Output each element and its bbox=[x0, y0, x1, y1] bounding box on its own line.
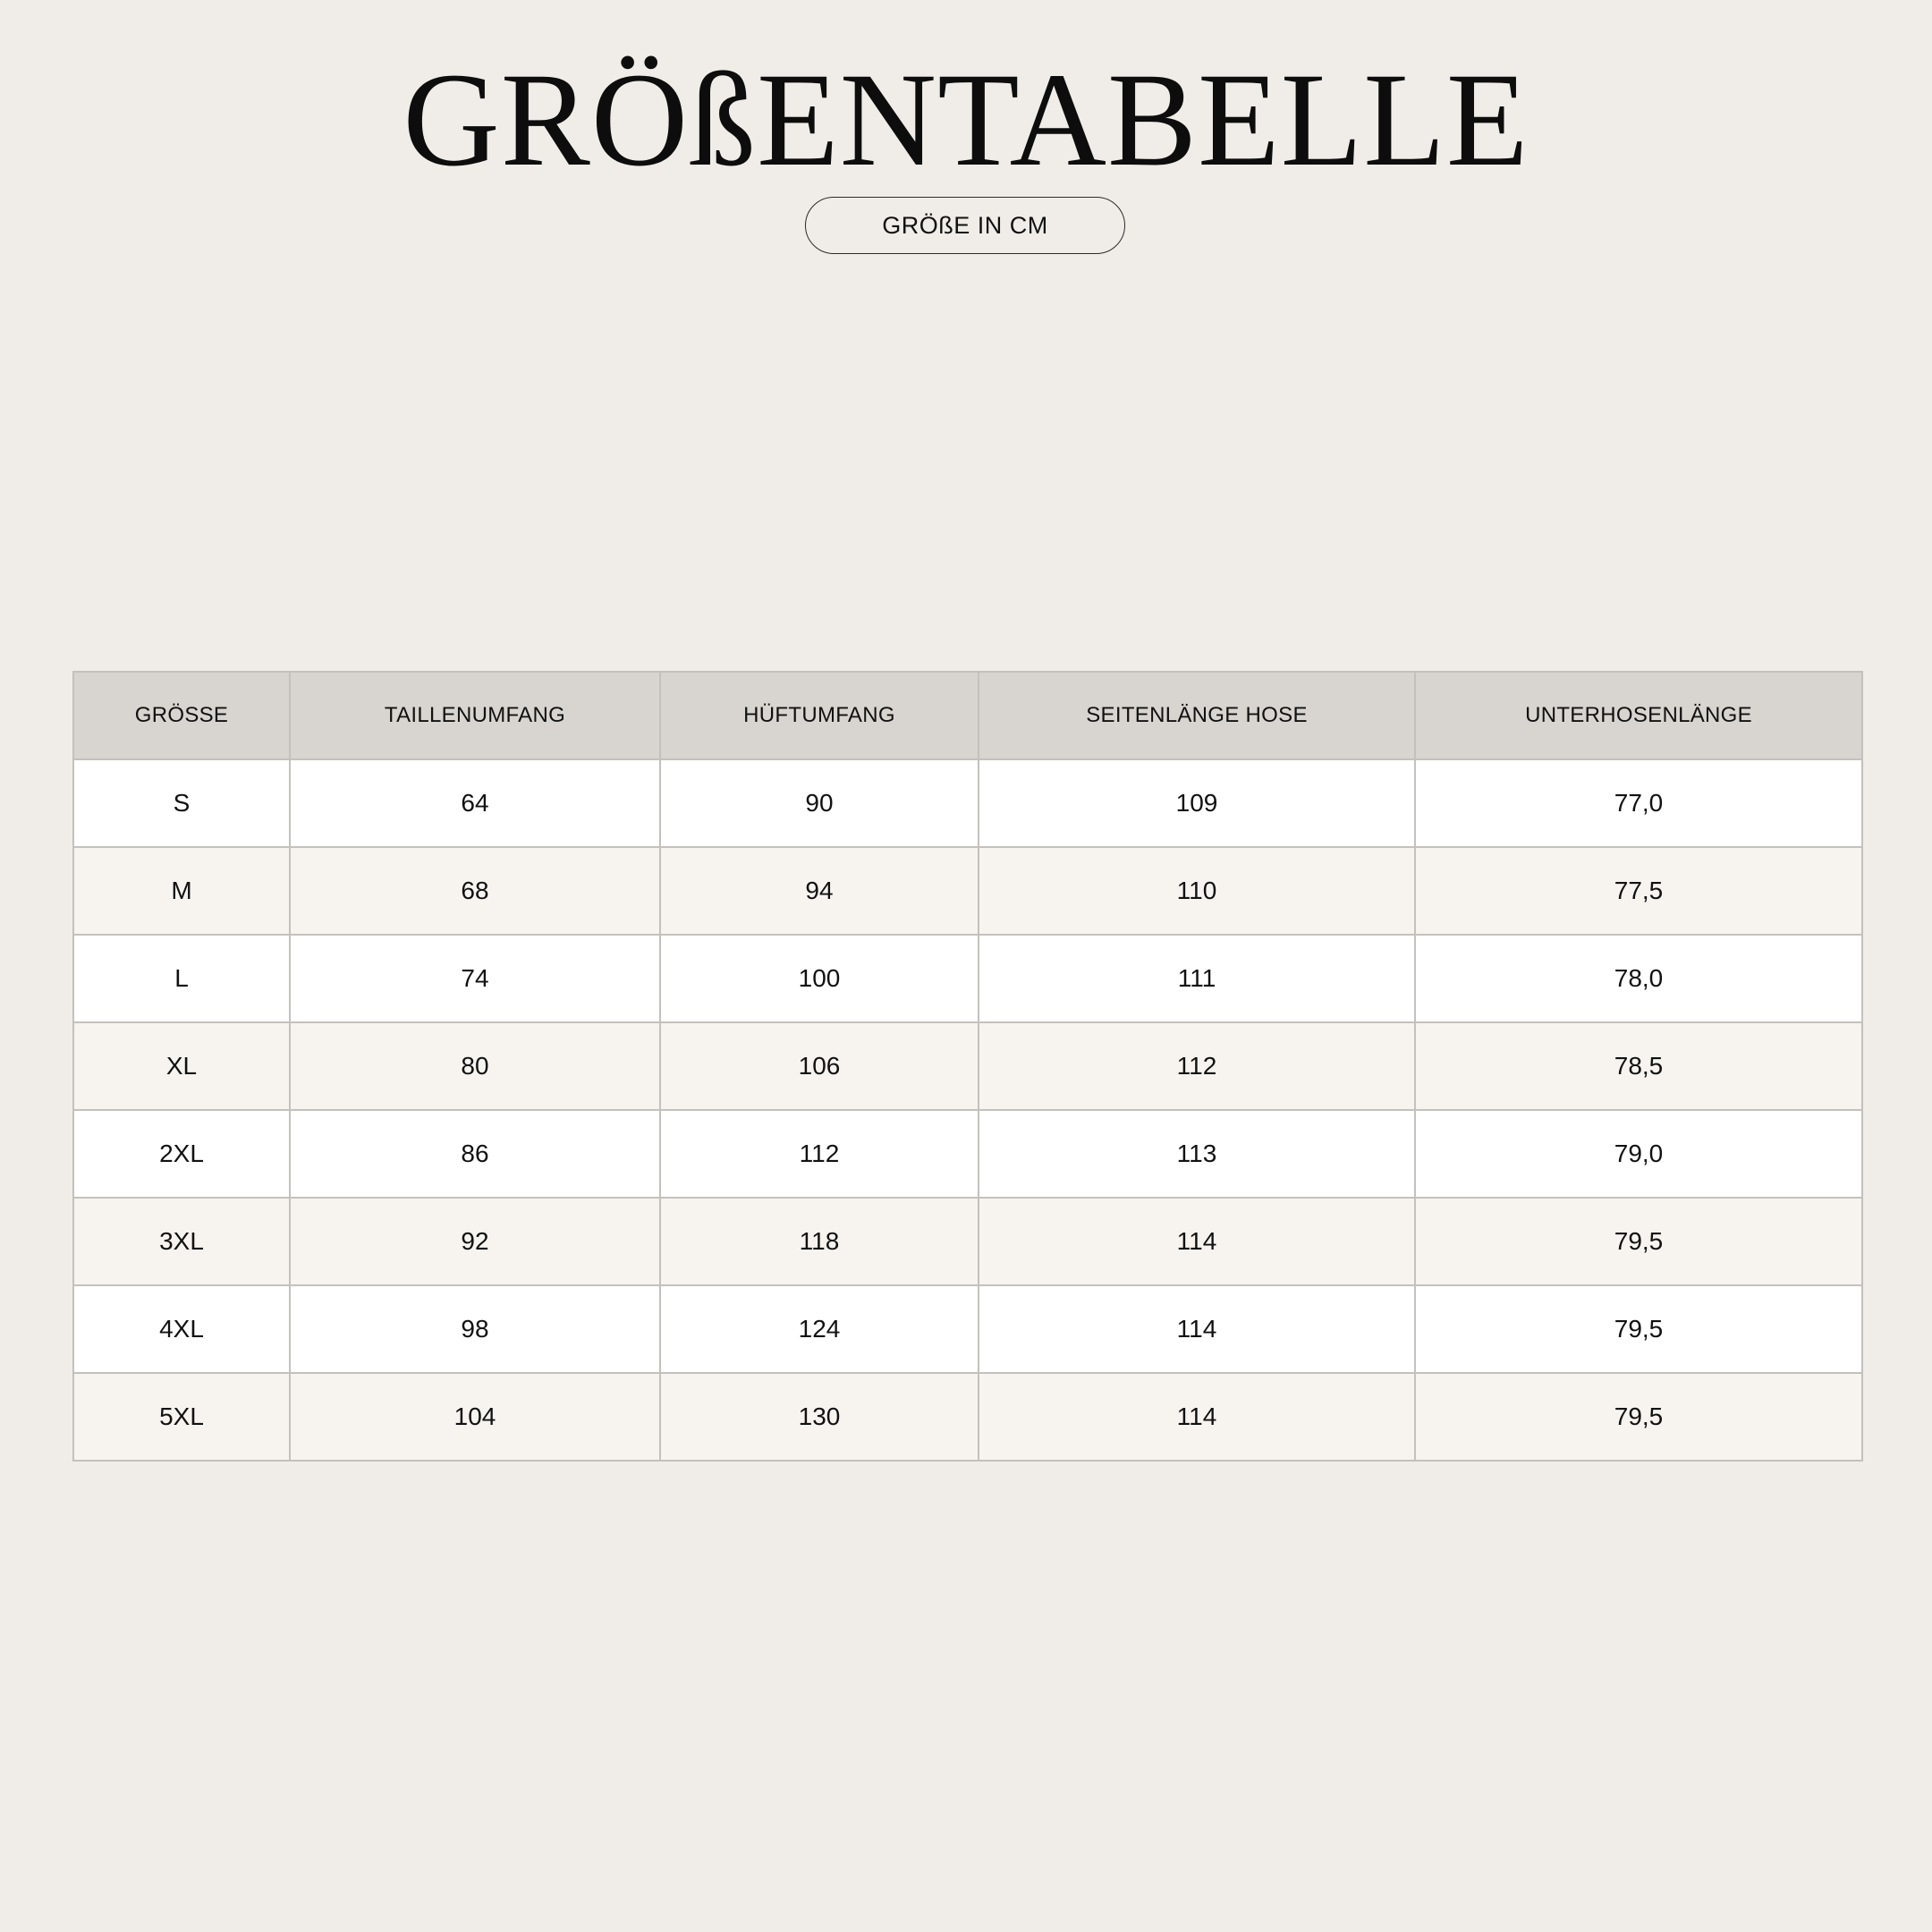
table-cell: 114 bbox=[979, 1198, 1415, 1285]
table-row bbox=[73, 1110, 1862, 1198]
table-cell: 4XL bbox=[73, 1285, 290, 1373]
column-header-outseam: SEITENLÄNGE HOSE bbox=[979, 672, 1415, 759]
size-table bbox=[72, 671, 1863, 1462]
column-header-hip: HÜFTUMFANG bbox=[660, 672, 979, 759]
column-header-inseam: UNTERHOSENLÄNGE bbox=[1415, 672, 1862, 759]
table-cell: 78,5 bbox=[1415, 1022, 1862, 1110]
table-cell: 86 bbox=[290, 1110, 660, 1198]
table-cell: 5XL bbox=[73, 1373, 290, 1461]
table-row bbox=[73, 1022, 1862, 1110]
table-cell: 79,0 bbox=[1415, 1110, 1862, 1198]
table-cell: 79,5 bbox=[1415, 1373, 1862, 1461]
table-cell: M bbox=[73, 847, 290, 935]
table-row bbox=[73, 847, 1862, 935]
table-row bbox=[73, 759, 1862, 847]
table-header-row bbox=[73, 672, 1862, 759]
table-cell: 78,0 bbox=[1415, 935, 1862, 1022]
table-cell: XL bbox=[73, 1022, 290, 1110]
page-title: GRÖßENTABELLE bbox=[402, 46, 1530, 194]
table-cell: 114 bbox=[979, 1285, 1415, 1373]
table-cell: 113 bbox=[979, 1110, 1415, 1198]
table-row bbox=[73, 1285, 1862, 1373]
table-cell: 111 bbox=[979, 935, 1415, 1022]
table-row bbox=[73, 935, 1862, 1022]
table-cell: 79,5 bbox=[1415, 1285, 1862, 1373]
table-row bbox=[73, 1198, 1862, 1285]
table-cell: 80 bbox=[290, 1022, 660, 1110]
table-cell: 90 bbox=[660, 759, 979, 847]
table-row bbox=[73, 1373, 1862, 1461]
table-cell: 130 bbox=[660, 1373, 979, 1461]
table-cell: 92 bbox=[290, 1198, 660, 1285]
table-cell: 64 bbox=[290, 759, 660, 847]
table-cell: L bbox=[73, 935, 290, 1022]
column-header-waist: TAILLENUMFANG bbox=[290, 672, 660, 759]
table-cell: 112 bbox=[660, 1110, 979, 1198]
table-cell: 74 bbox=[290, 935, 660, 1022]
column-header-size: GRÖSSE bbox=[73, 672, 290, 759]
table-cell: 100 bbox=[660, 935, 979, 1022]
table-cell: 109 bbox=[979, 759, 1415, 847]
table-cell: 106 bbox=[660, 1022, 979, 1110]
unit-badge: GRÖßE IN CM bbox=[805, 197, 1125, 254]
table-cell: 104 bbox=[290, 1373, 660, 1461]
table-cell: S bbox=[73, 759, 290, 847]
table-cell: 112 bbox=[979, 1022, 1415, 1110]
table-cell: 114 bbox=[979, 1373, 1415, 1461]
table-cell: 3XL bbox=[73, 1198, 290, 1285]
table-cell: 124 bbox=[660, 1285, 979, 1373]
table-cell: 77,5 bbox=[1415, 847, 1862, 935]
table-cell: 94 bbox=[660, 847, 979, 935]
table-cell: 77,0 bbox=[1415, 759, 1862, 847]
table-cell: 79,5 bbox=[1415, 1198, 1862, 1285]
table-cell: 118 bbox=[660, 1198, 979, 1285]
table-cell: 68 bbox=[290, 847, 660, 935]
table-cell: 2XL bbox=[73, 1110, 290, 1198]
table-cell: 98 bbox=[290, 1285, 660, 1373]
table-cell: 110 bbox=[979, 847, 1415, 935]
